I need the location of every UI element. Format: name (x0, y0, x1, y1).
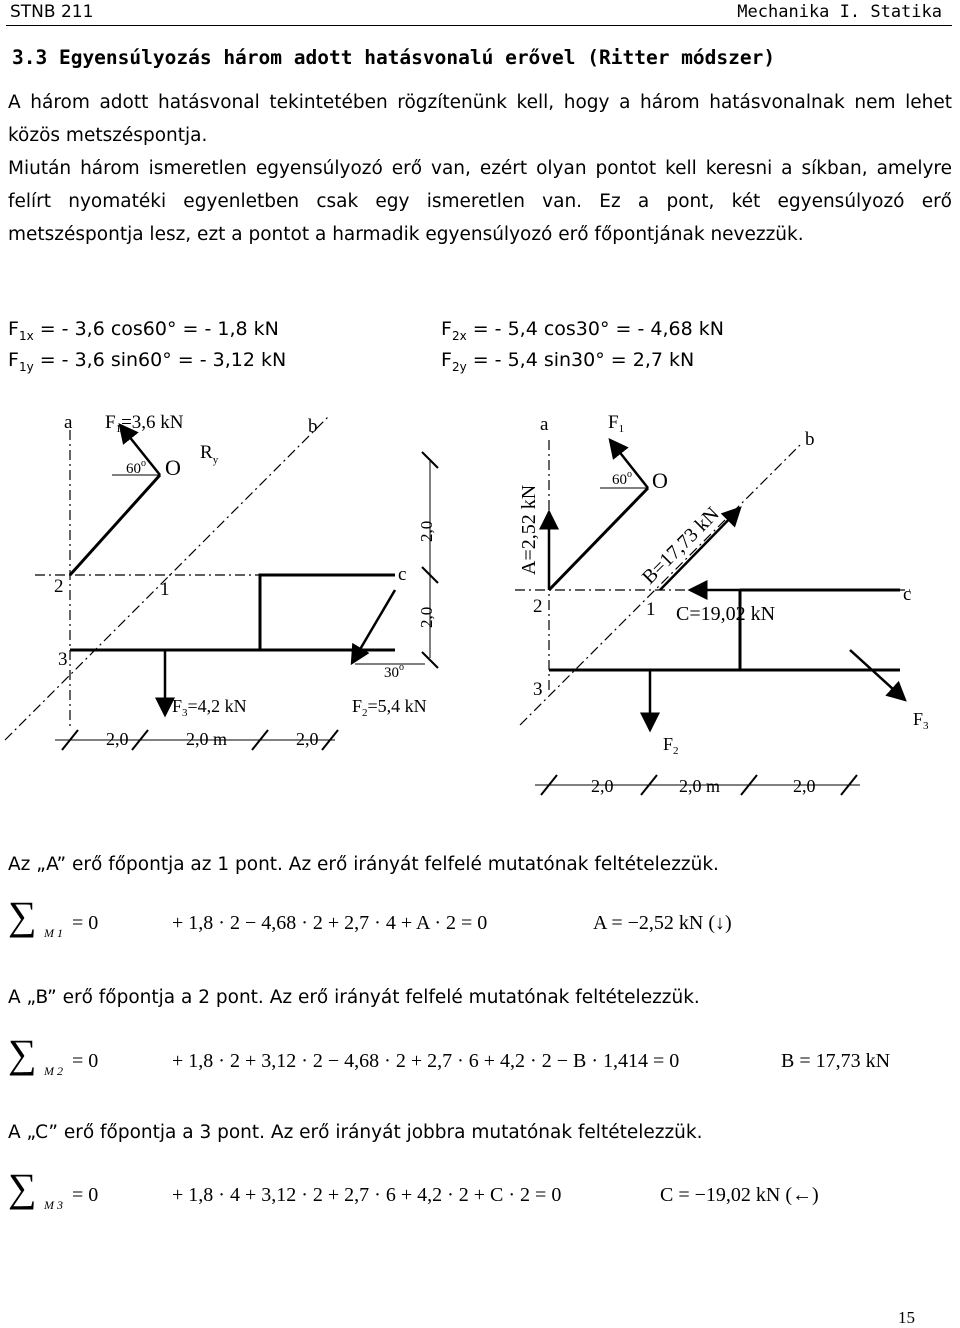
label-a-right: a (540, 414, 549, 435)
label-f1: $F_1=3,6$ kN (105, 412, 184, 435)
label-b-right: b (805, 429, 815, 450)
member-1-right (549, 488, 648, 590)
force-arrow-f3-right (850, 650, 905, 700)
label-force-a: A=2,52 kN (518, 484, 540, 575)
label-b: b (308, 416, 318, 437)
equation-m1: ∑ M 1 = 0 + 1,8 · 2 − 4,68 · 2 + 2,7 · 4 + A · 2 = 0 A = −2,52 kN (↓) (8, 893, 732, 940)
figures (0, 400, 960, 840)
header-rule (6, 25, 952, 26)
label-angle-60-right: 60$^o$ (612, 469, 632, 488)
dim-vertical-2: 2,0 (417, 606, 436, 628)
force-f1y: $F_{1y}$ = - 3,6 sin60° = - 3,12 kN (8, 349, 287, 374)
label-o-right: O (652, 468, 668, 493)
dim-horizontal-3-right: 2,0 (793, 776, 816, 796)
label-f3-right: $F_3$ (913, 709, 929, 732)
intro-paragraph-2: Miután három ismeretlen egyensúlyozó erő van, ezért olyan pontot kell keresni a síkban, amelyre felírt nyomatéki egyenletben csak egy ismeretlen van. Ez a pont, két egyensúlyozó erő metszéspontja lesz, ezt a pontot a harmadik egyensúlyozó erő főpontjának nevezzük. (8, 158, 952, 245)
dim-horizontal-2-right: 2,0 m (679, 776, 721, 796)
label-point-2: 2 (54, 576, 64, 597)
page-header (0, 0, 960, 26)
equation-m2: ∑ M 2 = 0 + 1,8 · 2 + 3,12 · 2 − 4,68 · 2 + 2,7 · 6 + 4,2 · 2 − B · 1,414 = 0 B = 17,73 kN (8, 1031, 891, 1078)
label-angle-30: 30$^o$ (384, 662, 404, 681)
label-f2-right: $F_2$ (663, 734, 679, 757)
dim-horizontal-1: 2,0 (106, 729, 129, 749)
force-f2y: $F_{2y}$ = - 5,4 sin30° = 2,7 kN (441, 349, 695, 374)
step-1-text: Az „A” erő főpontja az 1 pont. Az erő irányát felfelé mutatónak feltételezzük. (8, 854, 719, 875)
label-f1-right: $F_1$ (608, 412, 625, 435)
figure-left-labels (54, 412, 436, 749)
dim-horizontal-2: 2,0 m (186, 729, 228, 749)
label-point-3-right: 3 (533, 679, 543, 700)
intro-text (8, 86, 952, 251)
dim-horizontal-3: 2,0 (296, 729, 319, 749)
label-point-2-right: 2 (533, 596, 543, 617)
dim-horizontal-1-right: 2,0 (591, 776, 614, 796)
equation-m3: ∑ M 3 = 0 + 1,8 · 4 + 3,12 · 2 + 2,7 · 6 + 4,2 · 2 + C · 2 = 0 C = −19,02 kN (←) (8, 1165, 819, 1212)
member-1 (70, 475, 160, 575)
label-force-c: C=19,02 kN (676, 603, 776, 625)
figure-right-labels (518, 412, 929, 796)
label-angle-60: 60$^o$ (126, 458, 146, 477)
force-f1x: $F_{1x}$ = - 3,6 cos60° = - 1,8 kN (8, 318, 279, 343)
label-force-b: B=17,73 kN (637, 502, 724, 589)
section-title: 3.3 Egyensúlyozás három adott hatásvonalú erővel (Ritter módszer) (12, 46, 776, 69)
step-2-text: A „B” erő főpontja a 2 pont. Az erő irányát felfelé mutatónak feltételezzük. (8, 987, 700, 1008)
label-point-1-right: 1 (646, 599, 656, 620)
step-3-text: A „C” erő főpontja a 3 pont. Az erő irányát jobbra mutatónak feltételezzük. (8, 1122, 703, 1143)
label-f3: $F_3=4,2$ kN (172, 696, 247, 719)
force-f2x: $F_{2x}$ = - 5,4 cos30° = - 4,68 kN (441, 318, 724, 343)
course-title: Mechanika I. Statika (737, 2, 942, 22)
label-c-right: c (903, 584, 912, 605)
label-ry: $R_y$ (200, 442, 219, 466)
label-point-3: 3 (58, 649, 68, 670)
label-a: a (64, 412, 73, 433)
label-point-1: 1 (160, 579, 170, 600)
label-o: O (165, 455, 181, 480)
intro-paragraph-1: A három adott hatásvonal tekintetében rögzítenünk kell, hogy a három hatásvonalnak nem lehet közös metszéspontja. (8, 92, 952, 146)
course-code: STNB 211 (10, 2, 94, 22)
beam-upper (70, 575, 395, 650)
dim-vertical-1: 2,0 (417, 520, 436, 542)
label-c: c (398, 564, 407, 585)
label-f2: $F_2=5,4$ kN (352, 696, 427, 719)
page-number: 15 (898, 1308, 915, 1327)
force-arrow-f2 (352, 590, 395, 663)
